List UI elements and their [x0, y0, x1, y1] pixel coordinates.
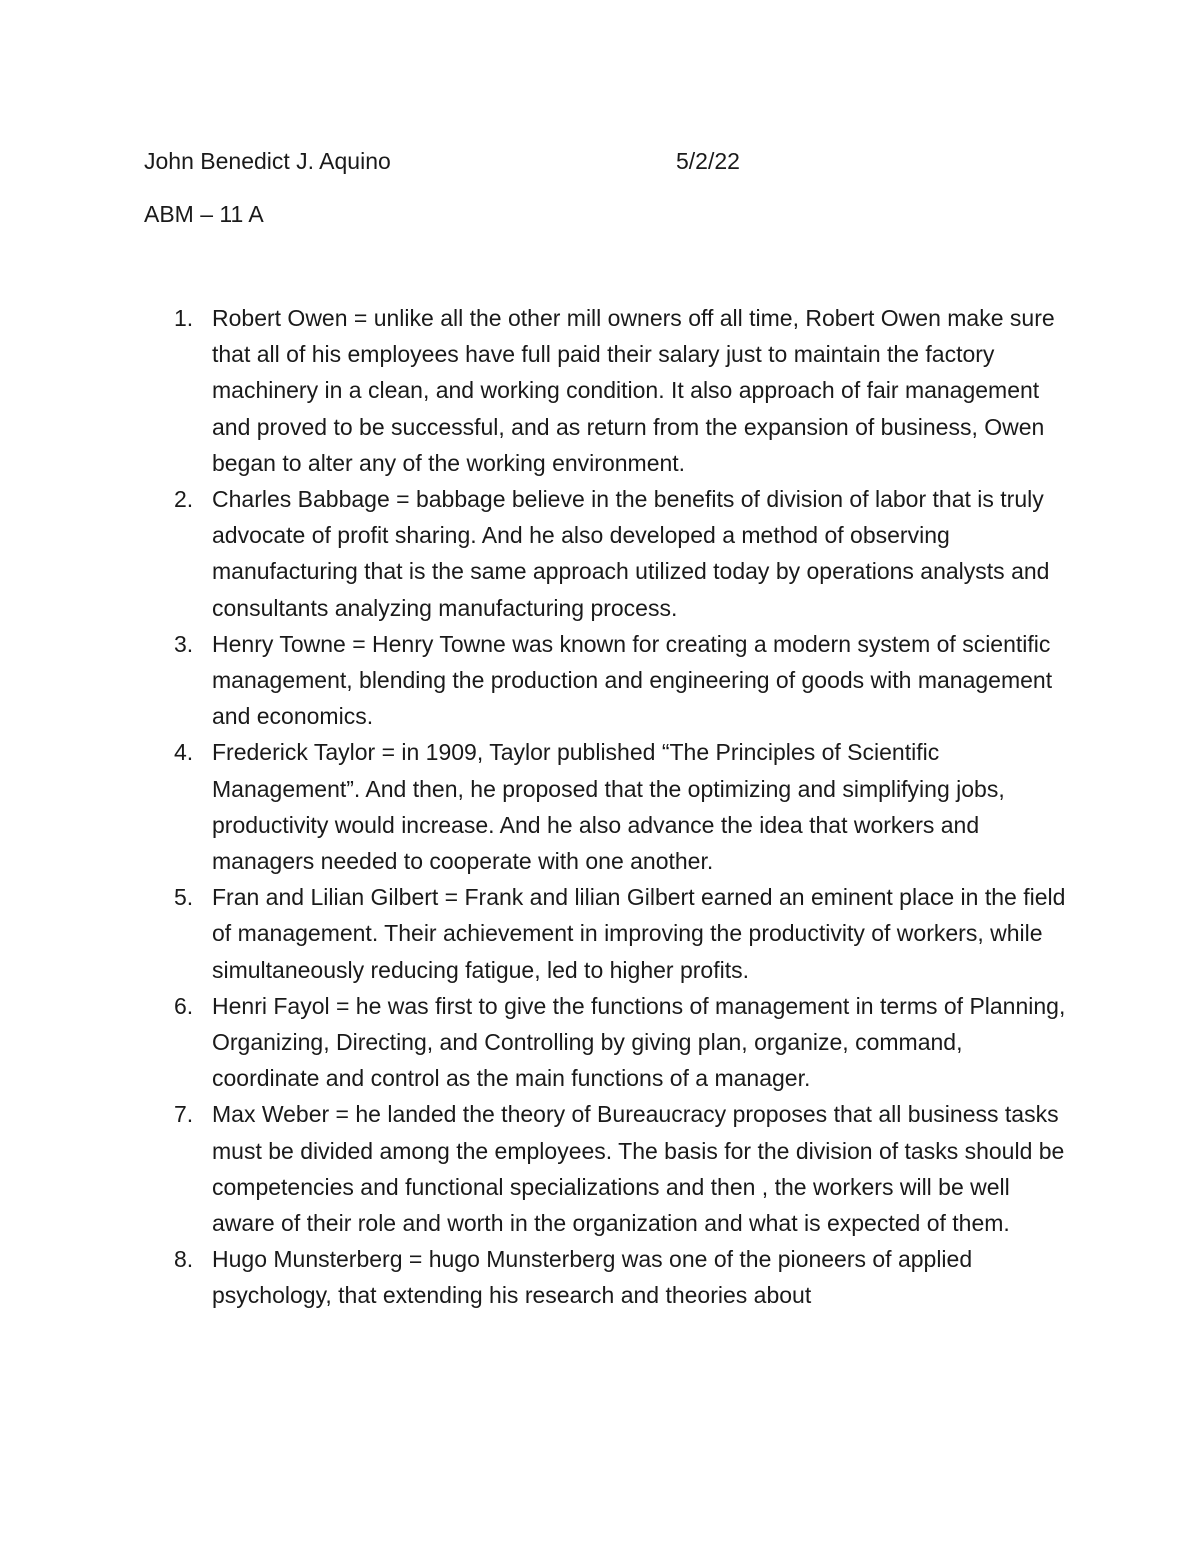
list-item-text: Henry Towne = Henry Towne was known for creating a modern system of scientific management, blending the production and engineering of goods with management and economics.	[212, 630, 1053, 730]
list-item	[144, 1096, 1074, 1241]
student-name: John Benedict J. Aquino	[144, 148, 391, 174]
list-item	[144, 879, 1074, 988]
list-item-number: 5.	[174, 884, 194, 911]
list-item	[144, 988, 1074, 1097]
list-item-text: Robert Owen = unlike all the other mill owners off all time, Robert Owen make sure that all of his employees have full paid their salary just to maintain the factory machinery in a clean, and working condition. It also approach of fair management and proved to be successful, and as return from the expansion of business, Owen began to alter any of the working environment.	[212, 305, 1055, 476]
list-item-text: Frederick Taylor = in 1909, Taylor published “The Principles of Scientific Management”. And then, he proposed that the optimizing and simplifying jobs, productivity would increase. And he also advance the idea that workers and managers needed to cooperate with one another.	[212, 739, 1005, 875]
list-item-text: Hugo Munsterberg = hugo Munsterberg was one of the pioneers of applied psychology, that extending his research and theories about	[212, 1246, 973, 1309]
list-item-number: 6.	[174, 992, 194, 1019]
answer-list	[144, 300, 1074, 1314]
list-item-number: 8.	[174, 1246, 194, 1273]
list-item-number: 3.	[174, 630, 194, 657]
list-item-text: Fran and Lilian Gilbert = Frank and lilian Gilbert earned an eminent place in the field of management. Their achievement in improving the productivity of workers, while simultaneously reducing fatigue, led to higher profits.	[212, 884, 1066, 983]
list-item-number: 7.	[174, 1101, 194, 1128]
list-item-text: Charles Babbage = babbage believe in the benefits of division of labor that is truly advocate of profit sharing. And he also developed a method of observing manufacturing that is the same approach utilized today by operations analysts and consultants analyzing manufacturing process.	[212, 486, 1050, 621]
document-date: 5/2/22	[676, 148, 740, 174]
list-item-number: 4.	[174, 739, 194, 766]
list-item	[144, 481, 1074, 626]
list-item-text: Max Weber = he landed the theory of Bureaucracy proposes that all business tasks must be divided among the employees. The basis for the division of tasks should be competencies and functional specializations and then , the workers will be well aware of their role and worth in the organization and what is expected of them.	[212, 1101, 1065, 1237]
list-item-number: 1.	[174, 305, 194, 331]
list-item	[144, 1241, 1074, 1313]
list-item	[144, 300, 1074, 481]
list-item	[144, 734, 1074, 879]
list-item	[144, 626, 1074, 735]
class-section: ABM – 11 A	[144, 201, 264, 227]
list-item-number: 2.	[174, 486, 194, 513]
list-item-text: Henri Fayol = he was first to give the functions of management in terms of Planning, Organizing, Directing, and Controlling by giving plan, organize, command, coordinate and control as the main functions of a manager.	[212, 992, 1066, 1092]
